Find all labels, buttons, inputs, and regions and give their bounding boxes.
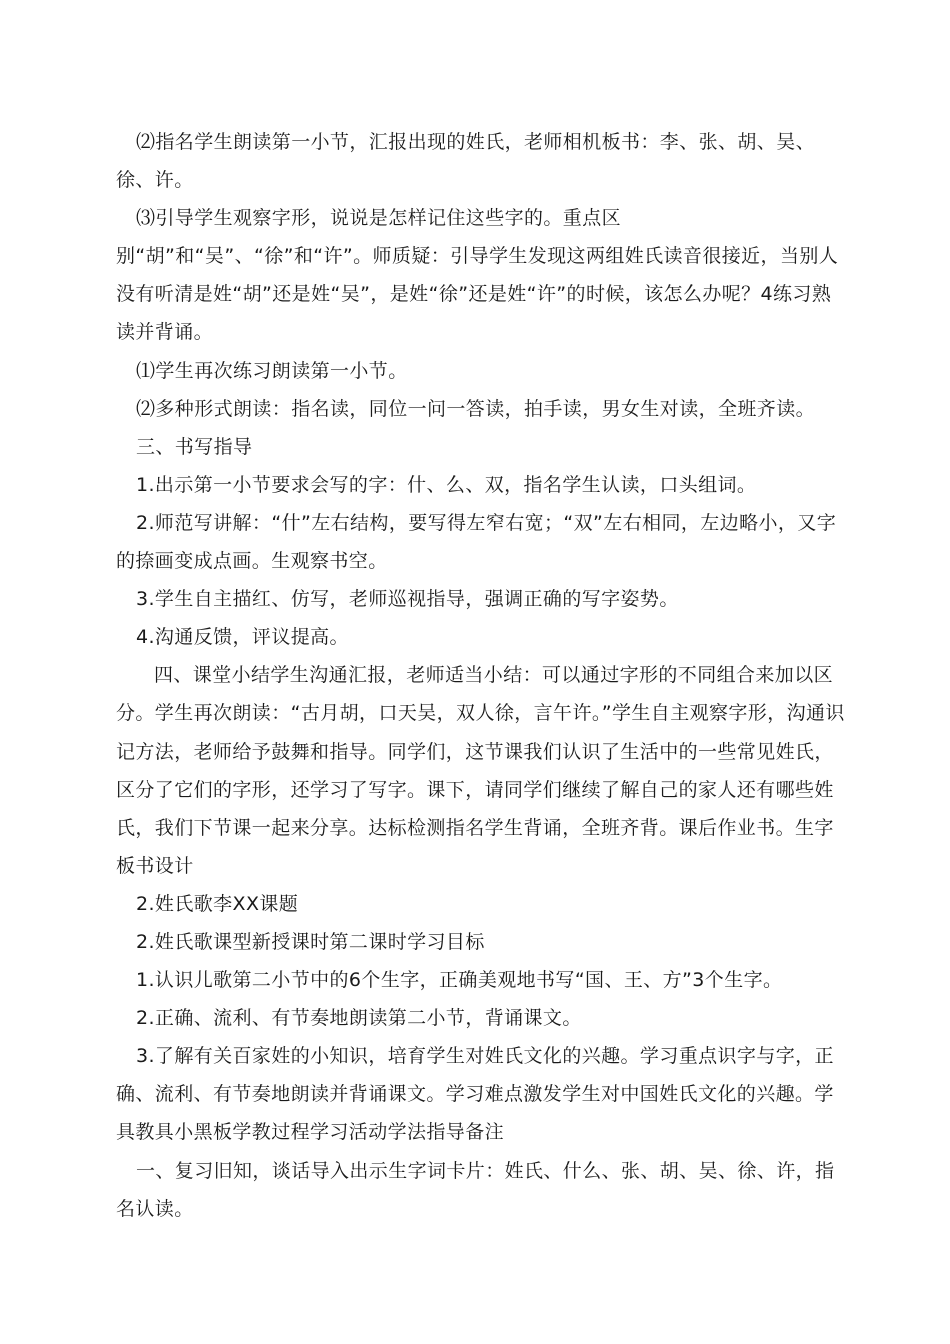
paragraph: ⑴学生再次练习朗读第一小节。 <box>136 359 408 382</box>
paragraph: ⑵多种形式朗读：指名读，同位一问一答读，拍手读，男女生对读，全班齐读。 <box>136 397 816 420</box>
paragraph: ⑵指名学生朗读第一小节，汇报出现的姓氏，老师相机板书：李、张、胡、吴、徐、许。 <box>116 131 816 192</box>
paragraph: 3.学生自主描红、仿写，老师巡视指导，强调正确的写字姿势。 <box>136 588 679 611</box>
paragraph: ⑶引导学生观察字形，说说是怎样记住这些字的。重点区别“胡”和“吴”、“徐”和“许”。师质疑：引导学生发现这两组姓氏读音很接近，当别人没有听清是姓“胡”还是姓“吴”，是姓“徐”还是姓“许”的时候，该怎么办呢？4练习熟读并背诵。 <box>116 207 839 344</box>
paragraph: 1.出示第一小节要求会写的字：什、么、双，指名学生认读，口头组词。 <box>136 473 757 496</box>
paragraph: 2.姓氏歌课型新授课时第二课时学习目标 <box>136 930 485 953</box>
section-heading: 三、书写指导 <box>136 435 253 458</box>
paragraph: 1.认识儿歌第二小节中的6个生字，正确美观地书写“国、王、方”3个生字。 <box>136 969 783 992</box>
paragraph: 四、课堂小结学生沟通汇报，老师适当小结：可以通过字形的不同组合来加以区分。学生再次朗读：“古月胡，口天吴，双人徐，言午许。”学生自主观察字形，沟通识记方法，老师给予鼓舞和指导。同学们，这节课我们认识了生活中的一些常见姓氏，区分了它们的字形，还学习了写字。课下，请同学们继续了解自己的家人还有哪些姓氏，我们下节课一起来分享。达标检测指名学生背诵，全班齐背。课后作业书。生字板书设计 <box>116 664 845 877</box>
paragraph: 2.师范写讲解：“什”左右结构，要写得左窄右宽；“双”左右相同，左边略小，又字的捺画变成点画。生观察书空。 <box>116 511 837 573</box>
document-body <box>116 123 846 1228</box>
paragraph: 4.沟通反馈，评议提高。 <box>136 626 349 649</box>
paragraph: 2.姓氏歌李XX课题 <box>136 892 299 915</box>
paragraph: 3.了解有关百家姓的小知识，培育学生对姓氏文化的兴趣。学习重点识字与字，正确、流利、有节奏地朗读并背诵课文。学习难点激发学生对中国姓氏文化的兴趣。学具教具小黑板学教过程学习活动学法指导备注 <box>116 1045 834 1144</box>
paragraph: 一、复习旧知，谈话导入出示生字词卡片：姓氏、什么、张、胡、吴、徐、许，指名认读。 <box>116 1159 835 1220</box>
paragraph: 2.正确、流利、有节奏地朗读第二小节，背诵课文。 <box>136 1007 582 1030</box>
